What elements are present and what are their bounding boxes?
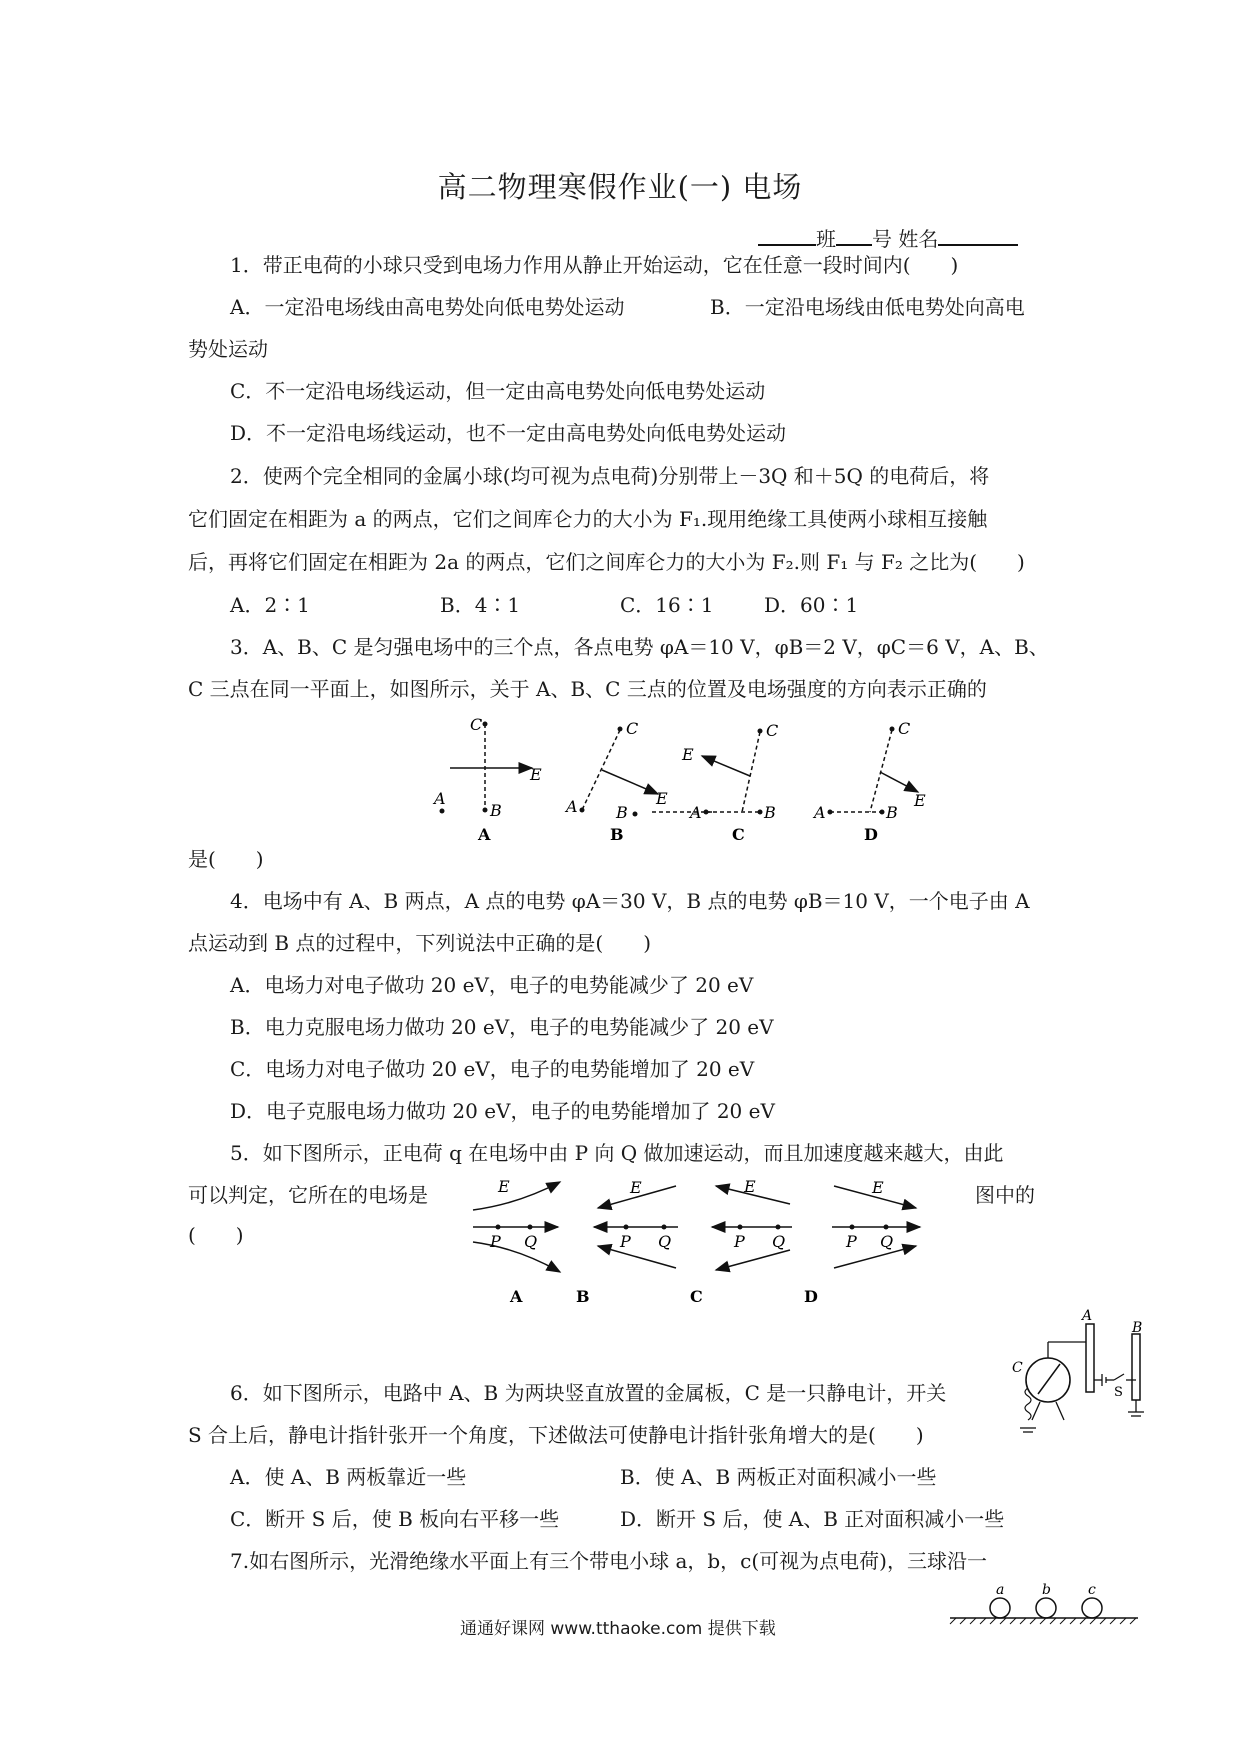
q3-option-c-label: C: [732, 825, 745, 844]
q3-diagram-c-base: [688, 803, 776, 844]
q3b-label-e: E: [656, 789, 668, 808]
q3c-label-e: E: [682, 745, 694, 764]
student-info: [758, 222, 1018, 252]
q6-option-d: D．断开 S 后，使 A、B 正对面积减小一些: [620, 1507, 1005, 1531]
q3d-label-b: B: [886, 803, 898, 822]
q3d-label-e: E: [914, 791, 926, 810]
q7-label-b: b: [1042, 1582, 1051, 1598]
q3c-label-c: C: [766, 721, 779, 740]
q3-line2: C 三点在同一平面上，如图所示，关于 A、B、C 三点的位置及电场强度的方向表示正确的: [188, 677, 987, 701]
q5c-label-e: E: [744, 1177, 756, 1196]
q7-label-a: a: [996, 1582, 1005, 1598]
number-blank[interactable]: [836, 222, 872, 246]
number-label: 号: [872, 227, 892, 251]
q2-line1: 2．使两个完全相同的金属小球(均可视为点电荷)分别带上－3Q 和＋5Q 的电荷后，将: [230, 464, 990, 488]
q5-line3: ( ): [188, 1223, 244, 1247]
q3-diagram-b: [564, 719, 668, 844]
q3b-label-c: C: [626, 719, 639, 738]
q6-line2: S 合上后，静电计指针张开一个角度，下述做法可使静电计指针张角增大的是( ): [188, 1423, 924, 1447]
q6-option-c: C．断开 S 后，使 B 板向右平移一些: [230, 1507, 560, 1531]
q3b-label-b: B: [616, 803, 628, 822]
q3-option-b-label: B: [610, 825, 624, 844]
q5-line1: 5．如下图所示，正电荷 q 在电场中由 P 向 Q 做加速运动，而且加速度越来越大，由此: [230, 1141, 1004, 1165]
q5-diagram-a: [473, 1177, 560, 1306]
q6-label-b: B: [1132, 1320, 1143, 1336]
q2-option-b: B．4∶1: [440, 593, 521, 617]
q5-diagram-d: [804, 1178, 920, 1306]
q2-line2: 它们固定在相距为 a 的两点，它们之间库仑力的大小为 F₁.现用绝缘工具使两小球相互接触: [188, 507, 988, 531]
q5-line2b: 图中的: [975, 1183, 1035, 1207]
q3-line3: 是( ): [188, 847, 264, 871]
q5c-label-q: Q: [772, 1232, 786, 1251]
q4-option-c: C．电场力对电子做功 20 eV，电子的电势能增加了 20 eV: [230, 1057, 755, 1081]
q5-option-d-label: D: [804, 1287, 818, 1306]
q6-line1: 6．如下图所示，电路中 A、B 为两块竖直放置的金属板，C 是一只静电计，开关: [230, 1381, 947, 1405]
q3d-label-c: C: [898, 719, 911, 738]
name-blank[interactable]: [938, 222, 1018, 246]
q6-label-a: A: [1082, 1308, 1093, 1324]
q2-line3: 后，再将它们固定在相距为 2a 的两点，它们之间库仑力的大小为 F₂.则 F₁ 与 F₂ 之比为( ): [188, 550, 1025, 574]
q3a-label-c: C: [470, 715, 483, 734]
q6-option-a: A．使 A、B 两板靠近一些: [230, 1465, 467, 1489]
q3-diagram-a: [432, 715, 542, 844]
q3-option-a-label: A: [478, 825, 491, 844]
q3-figure: [430, 712, 1010, 847]
q6-figure: [1010, 1308, 1200, 1460]
page-title: 高二物理寒假作业(一) 电场: [437, 170, 803, 204]
q1-option-b-cont: 势处运动: [188, 337, 268, 361]
q3d-label-a: A: [814, 803, 826, 822]
name-label: 姓名: [898, 227, 939, 251]
q3c-label-b: B: [764, 803, 776, 822]
q1-option-c: C．不一定沿电场线运动，但一定由高电势处向低电势处运动: [230, 379, 766, 403]
q1-option-a: A．一定沿电场线由高电势处向低电势处运动: [230, 295, 625, 319]
q3a-label-e: E: [530, 765, 542, 784]
q5a-label-p: P: [490, 1232, 501, 1251]
q5d-label-e: E: [872, 1178, 884, 1197]
q2-option-a: A．2∶1: [230, 593, 310, 617]
q3-diagram-d: [812, 719, 926, 844]
q4-option-a: A．电场力对电子做功 20 eV，电子的电势能减少了 20 eV: [230, 973, 754, 997]
q7-line1: 7.如右图所示，光滑绝缘水平面上有三个带电小球 a，b，c(可视为点电荷)，三球沿一: [230, 1549, 987, 1573]
q3-option-d-label: D: [864, 825, 878, 844]
q5-option-c-label: C: [690, 1287, 703, 1306]
q3a-label-a: A: [434, 789, 446, 808]
q2-option-d: D．60∶1: [764, 593, 859, 617]
q5b-label-q: Q: [658, 1232, 672, 1251]
q5b-label-p: P: [620, 1232, 631, 1251]
q5a-label-e: E: [498, 1177, 510, 1196]
q5d-label-q: Q: [880, 1232, 894, 1251]
q6-option-b: B．使 A、B 两板正对面积减小一些: [620, 1465, 937, 1489]
q3c-label-a: A: [690, 803, 702, 822]
q4-line2: 点运动到 B 点的过程中，下列说法中正确的是( ): [188, 931, 652, 955]
q3-diagram-c: [652, 721, 778, 812]
q7-label-c: c: [1088, 1582, 1096, 1598]
q5-figure: [468, 1168, 968, 1304]
q5-line2a: 可以判定，它所在的电场是: [188, 1183, 428, 1207]
q5-option-b-label: B: [576, 1287, 590, 1306]
q5-option-a-label: A: [510, 1287, 523, 1306]
q1-option-d: D．不一定沿电场线运动，也不一定由高电势处向低电势处运动: [230, 421, 787, 445]
q3-line1: 3．A、B、C 是匀强电场中的三个点，各点电势 φA＝10 V，φB＝2 V，φC＝6 V，A、B、: [230, 635, 1049, 659]
q5b-label-e: E: [630, 1178, 642, 1197]
q7-figure: [950, 1582, 1150, 1626]
footer-source: 通通好课网 www.tthaoke.com 提供下载: [460, 1619, 776, 1639]
q6-label-s: S: [1114, 1385, 1123, 1400]
q1-stem: 1．带正电荷的小球只受到电场力作用从静止开始运动，它在任意一段时间内( ): [230, 253, 959, 277]
q5a-label-q: Q: [524, 1232, 538, 1251]
q6-label-c: C: [1012, 1360, 1023, 1376]
q2-option-c: C．16∶1: [620, 593, 714, 617]
q3b-label-a: A: [566, 797, 578, 816]
q5c-label-p: P: [734, 1232, 745, 1251]
q1-option-b: B．一定沿电场线由低电势处向高电: [710, 295, 1025, 319]
q5-diagram-b: [576, 1178, 678, 1306]
q3a-label-b: B: [490, 801, 502, 820]
q5-diagram-c: [690, 1177, 792, 1306]
q4-option-b: B．电力克服电场力做功 20 eV，电子的电势能减少了 20 eV: [230, 1015, 774, 1039]
q4-option-d: D．电子克服电场力做功 20 eV，电子的电势能增加了 20 eV: [230, 1099, 775, 1123]
class-label: 班: [816, 227, 836, 251]
q4-line1: 4．电场中有 A、B 两点，A 点的电势 φA＝30 V，B 点的电势 φB＝10 V，一个电子由 A: [230, 889, 1030, 913]
class-blank[interactable]: [758, 222, 816, 246]
q5d-label-p: P: [846, 1232, 857, 1251]
